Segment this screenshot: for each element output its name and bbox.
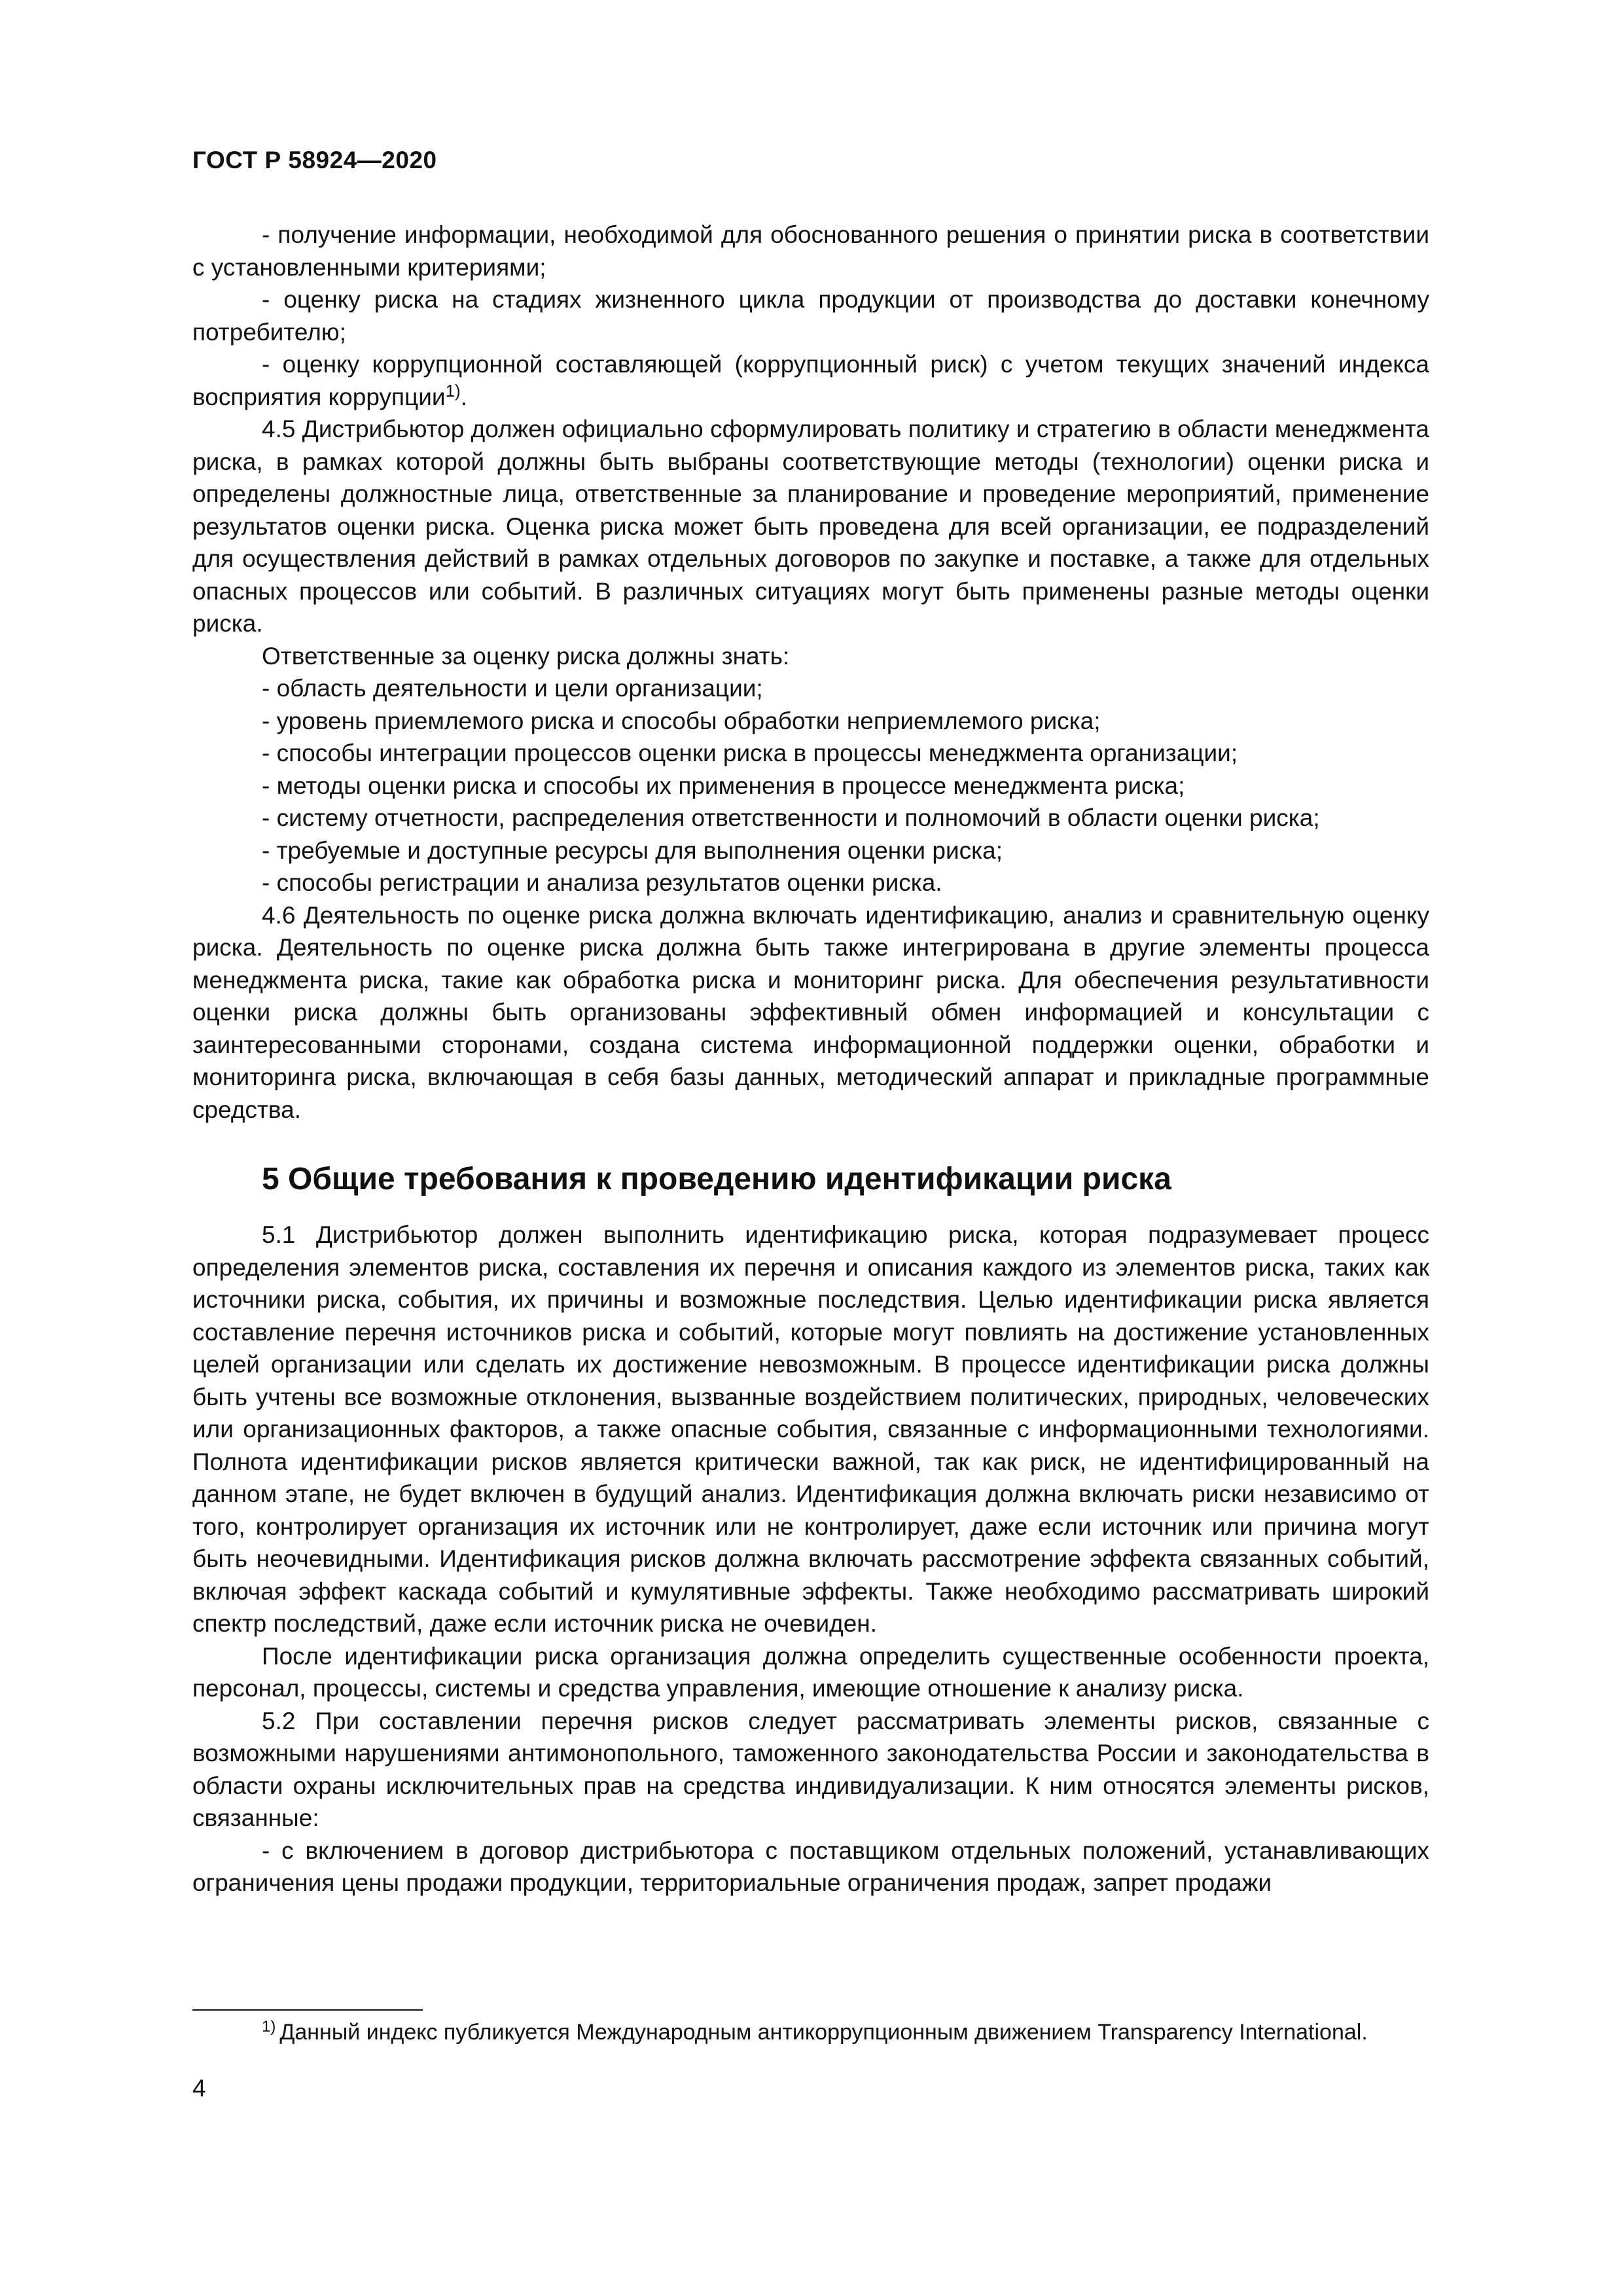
list-item: - область деятельности и цели организации;	[262, 675, 763, 702]
section-heading: 5 Общие требования к проведению идентификации риска	[262, 1162, 1171, 1196]
paragraph-5-1-continued: После идентификации риска организация должна определить существенные особенности проекта, персонал, процессы, системы и средства управления, имеющие отношение к анализу риска.	[192, 1642, 1429, 1702]
list-item-corruption	[192, 348, 1429, 413]
paragraph-4-6: 4.6 Деятельность по оценке риска должна включать идентификацию, анализ и сравнительную оценку риска. Деятельность по оценке риска должна быть также интегрирована в другие элементы процесса менеджмента риска, такие как обработка риска и мониторинг риска. Для обеспечения результативности оценки риска должны быть организованы эффективный обмен информацией и консультации с заинтересованными сторонами, создана система информационной поддержки оценки, обработки и мониторинга риска, включающая в себя базы данных, методический аппарат и прикладные программные средства.	[192, 901, 1429, 1123]
document-code: ГОСТ Р 58924—2020	[192, 147, 437, 173]
list-item-text: - оценку коррупционной составляющей (коррупционный риск) с учетом текущих значений индекса восприятия коррупции	[192, 351, 1429, 410]
paragraph-4-5: 4.5 Дистрибьютор должен официально сформулировать политику и стратегию в области менеджмента риска, в рамках которой должны быть выбраны соответствующие методы (технологии) оценки риска и определены должностные лица, ответственные за планирование и проведение мероприятий, применение результатов оценки риска. Оценка риска может быть проведена для всей организации, ее подразделений для осуществления действий в рамках отдельных договоров по закупке и поставке, а также для отдельных опасных процессов или событий. В различных ситуациях могут быть применены разные методы оценки риска.	[192, 416, 1429, 637]
document-body	[192, 219, 1429, 1899]
list-item-end: .	[460, 383, 467, 410]
list-item: - получение информации, необходимой для обоснованного решения о принятии риска в соответствии с установленными критериями;	[192, 221, 1429, 281]
footnote-text: Данный индекс публикуется Международным антикоррупционным движением Transparency International.	[279, 2020, 1368, 2045]
list-item: - способы интеграции процессов оценки риска в процессы менеджмента организации;	[262, 740, 1238, 766]
list-item: - оценку риска на стадиях жизненного цикла продукции от производства до доставки конечному потребителю;	[192, 286, 1429, 346]
list-item: - требуемые и доступные ресурсы для выполнения оценки риска;	[262, 836, 1003, 864]
list-item: - методы оценки риска и способы их применения в процессе менеджмента риска;	[262, 772, 1185, 799]
list-item: - уровень приемлемого риска и способы обработки неприемлемого риска;	[262, 707, 1101, 734]
responsible-intro: Ответственные за оценку риска должны знать:	[262, 642, 790, 670]
list-item: - систему отчетности, распределения ответственности и полномочий в области оценки риска;	[262, 804, 1320, 831]
page-number: 4	[192, 2075, 206, 2102]
paragraph-5-2: 5.2 При составлении перечня рисков следует рассматривать элементы рисков, связанные с возможными нарушениями антимонопольного, таможенного законодательства России и законодательства в области охраны исключительных прав на средства индивидуализации. К ним относятся элементы рисков, связанные:	[192, 1707, 1429, 1831]
footnote-divider	[192, 2009, 423, 2011]
footnote-reference[interactable]: 1)	[445, 380, 461, 401]
footnote-mark: 1)	[262, 2018, 276, 2036]
paragraph-5-1: 5.1 Дистрибьютор должен выполнить идентификацию риска, которая подразумевает процесс определения элементов риска, составления их перечня и описания каждого из элементов риска, таких как источники риска, события, их причины и возможные последствия. Целью идентификации риска является составление перечня источников риска и событий, которые могут повлиять на достижение установленных целей организации или сделать их достижение невозможным. В процессе идентификации риска должны быть учтены все возможные отклонения, вызванные воздействием политических, природных, человеческих или организационных факторов, а также опасные события, связанные с информационными технологиями. Полнота идентификации рисков является критически важной, так как риск, не идентифицированный на данном этапе, не будет включен в будущий анализ. Идентификация должна включать риски независимо от того, контролирует организация их источник или не контролирует, даже если источник или причина могут быть неочевидными. Идентификация рисков должна включать рассмотрение эффекта связанных событий, включая эффект каскада событий и кумулятивные эффекты. Также необходимо рассматривать широкий спектр последствий, даже если источник риска не очевиден.	[192, 1221, 1429, 1637]
footnote	[262, 2018, 1368, 2047]
list-item: - способы регистрации и анализа результатов оценки риска.	[262, 869, 942, 896]
list-item: - с включением в договор дистрибьютора с поставщиком отдельных положений, устанавливающих ограничения цены продажи продукции, территориальные ограничения продаж, запрет продажи	[192, 1837, 1429, 1896]
